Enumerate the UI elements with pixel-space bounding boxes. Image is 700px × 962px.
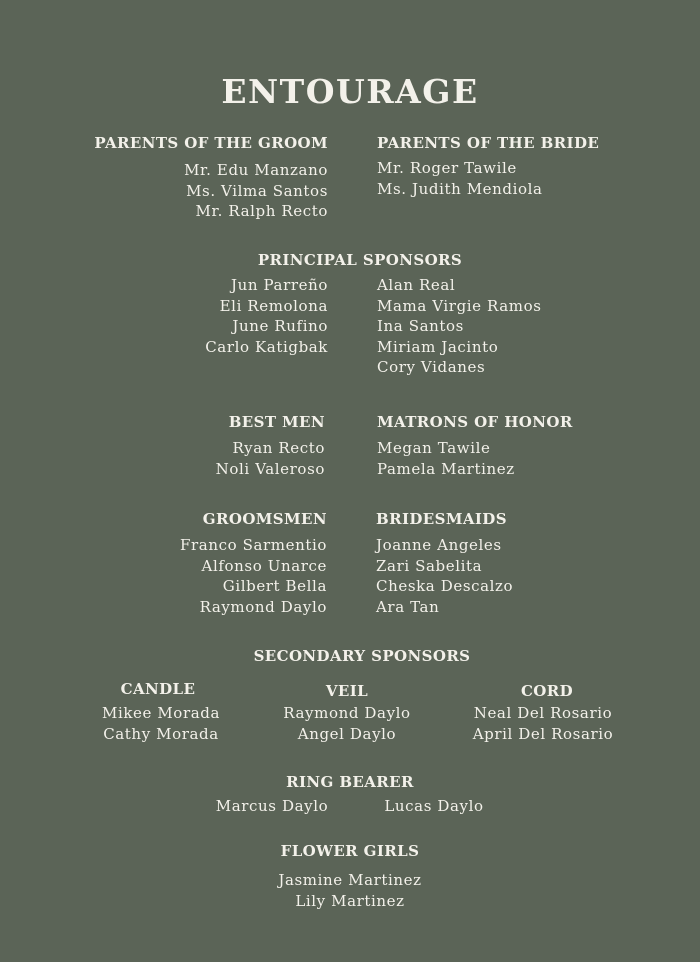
cord-heading: CORD (520, 682, 574, 700)
list-item: Zari Sabelita (376, 556, 483, 575)
list-item: Raymond Daylo (199, 597, 327, 616)
list-item: Noli Valeroso (215, 459, 325, 478)
best-men-heading: BEST MEN (228, 413, 325, 431)
list-item: Gilbert Bella (222, 577, 327, 595)
matrons-list (377, 438, 677, 479)
list-item: Mr. Edu Manzano (184, 161, 328, 179)
list-item: Ms. Judith Mendiola (377, 179, 543, 198)
matrons-heading: MATRONS OF HONOR (377, 413, 573, 431)
list-item: Ryan Recto (232, 439, 325, 457)
list-item: Lily Martinez (295, 891, 405, 910)
list-item: Angel Daylo (297, 724, 397, 743)
list-item: Neal Del Rosario (473, 704, 613, 722)
list-item: Pamela Martinez (377, 459, 515, 478)
list-item: Mama Virgie Ramos (377, 296, 542, 315)
list-item: Jun Parreño (231, 276, 328, 294)
ring-bearer-name-1: Marcus Daylo (215, 797, 329, 815)
list-item: Ms. Vilma Santos (186, 181, 328, 200)
veil-heading: VEIL (325, 682, 369, 700)
list-item: Mr. Ralph Recto (195, 202, 328, 220)
flower-girls-list (0, 870, 700, 911)
parents-bride-heading: PARENTS OF THE BRIDE (377, 134, 600, 152)
principal-sponsors-right (377, 275, 677, 378)
ring-bearer-heading: RING BEARER (286, 773, 414, 791)
list-item: Miriam Jacinto (377, 337, 499, 356)
list-item: Ara Tan (376, 597, 440, 616)
list-item: Mikee Morada (101, 704, 220, 722)
list-item: Cory Vidanes (377, 358, 486, 376)
parents-groom-list (60, 160, 328, 222)
bridesmaids-list (376, 535, 676, 617)
candle-heading: CANDLE (120, 680, 196, 698)
list-item: Joanne Angeles (376, 536, 502, 554)
list-item: June Rufino (232, 317, 328, 335)
list-item: Carlo Katigbak (205, 337, 328, 356)
list-item: Raymond Daylo (283, 704, 411, 722)
ring-bearer-name-2: Lucas Daylo (384, 797, 484, 815)
list-item: Cathy Morada (103, 724, 219, 743)
candle-list (61, 703, 261, 744)
list-item: Cheska Descalzo (376, 577, 514, 595)
list-item: Jasmine Martinez (278, 871, 422, 889)
groomsmen-list (60, 535, 327, 617)
flower-girls-heading: FLOWER GIRLS (280, 842, 420, 860)
page-title: ENTOURAGE (221, 72, 479, 111)
list-item: Eli Remolona (219, 296, 328, 315)
principal-sponsors-heading: PRINCIPAL SPONSORS (257, 251, 463, 269)
list-item: Ina Santos (377, 317, 464, 335)
list-item: Franco Sarmentio (180, 536, 327, 554)
veil-list (247, 703, 447, 744)
list-item: Mr. Roger Tawile (377, 159, 517, 177)
groomsmen-heading: GROOMSMEN (202, 510, 327, 528)
list-item: April Del Rosario (472, 724, 614, 743)
principal-sponsors-left (60, 275, 328, 357)
parents-bride-list (377, 158, 677, 199)
secondary-sponsors-heading: SECONDARY SPONSORS (253, 647, 471, 665)
list-item: Megan Tawile (377, 439, 491, 457)
cord-list (443, 703, 643, 744)
parents-groom-heading: PARENTS OF THE GROOM (94, 134, 328, 152)
best-men-list (60, 438, 325, 479)
list-item: Alfonso Unarce (201, 556, 327, 575)
bridesmaids-heading: BRIDESMAIDS (376, 510, 507, 528)
list-item: Alan Real (377, 276, 456, 294)
